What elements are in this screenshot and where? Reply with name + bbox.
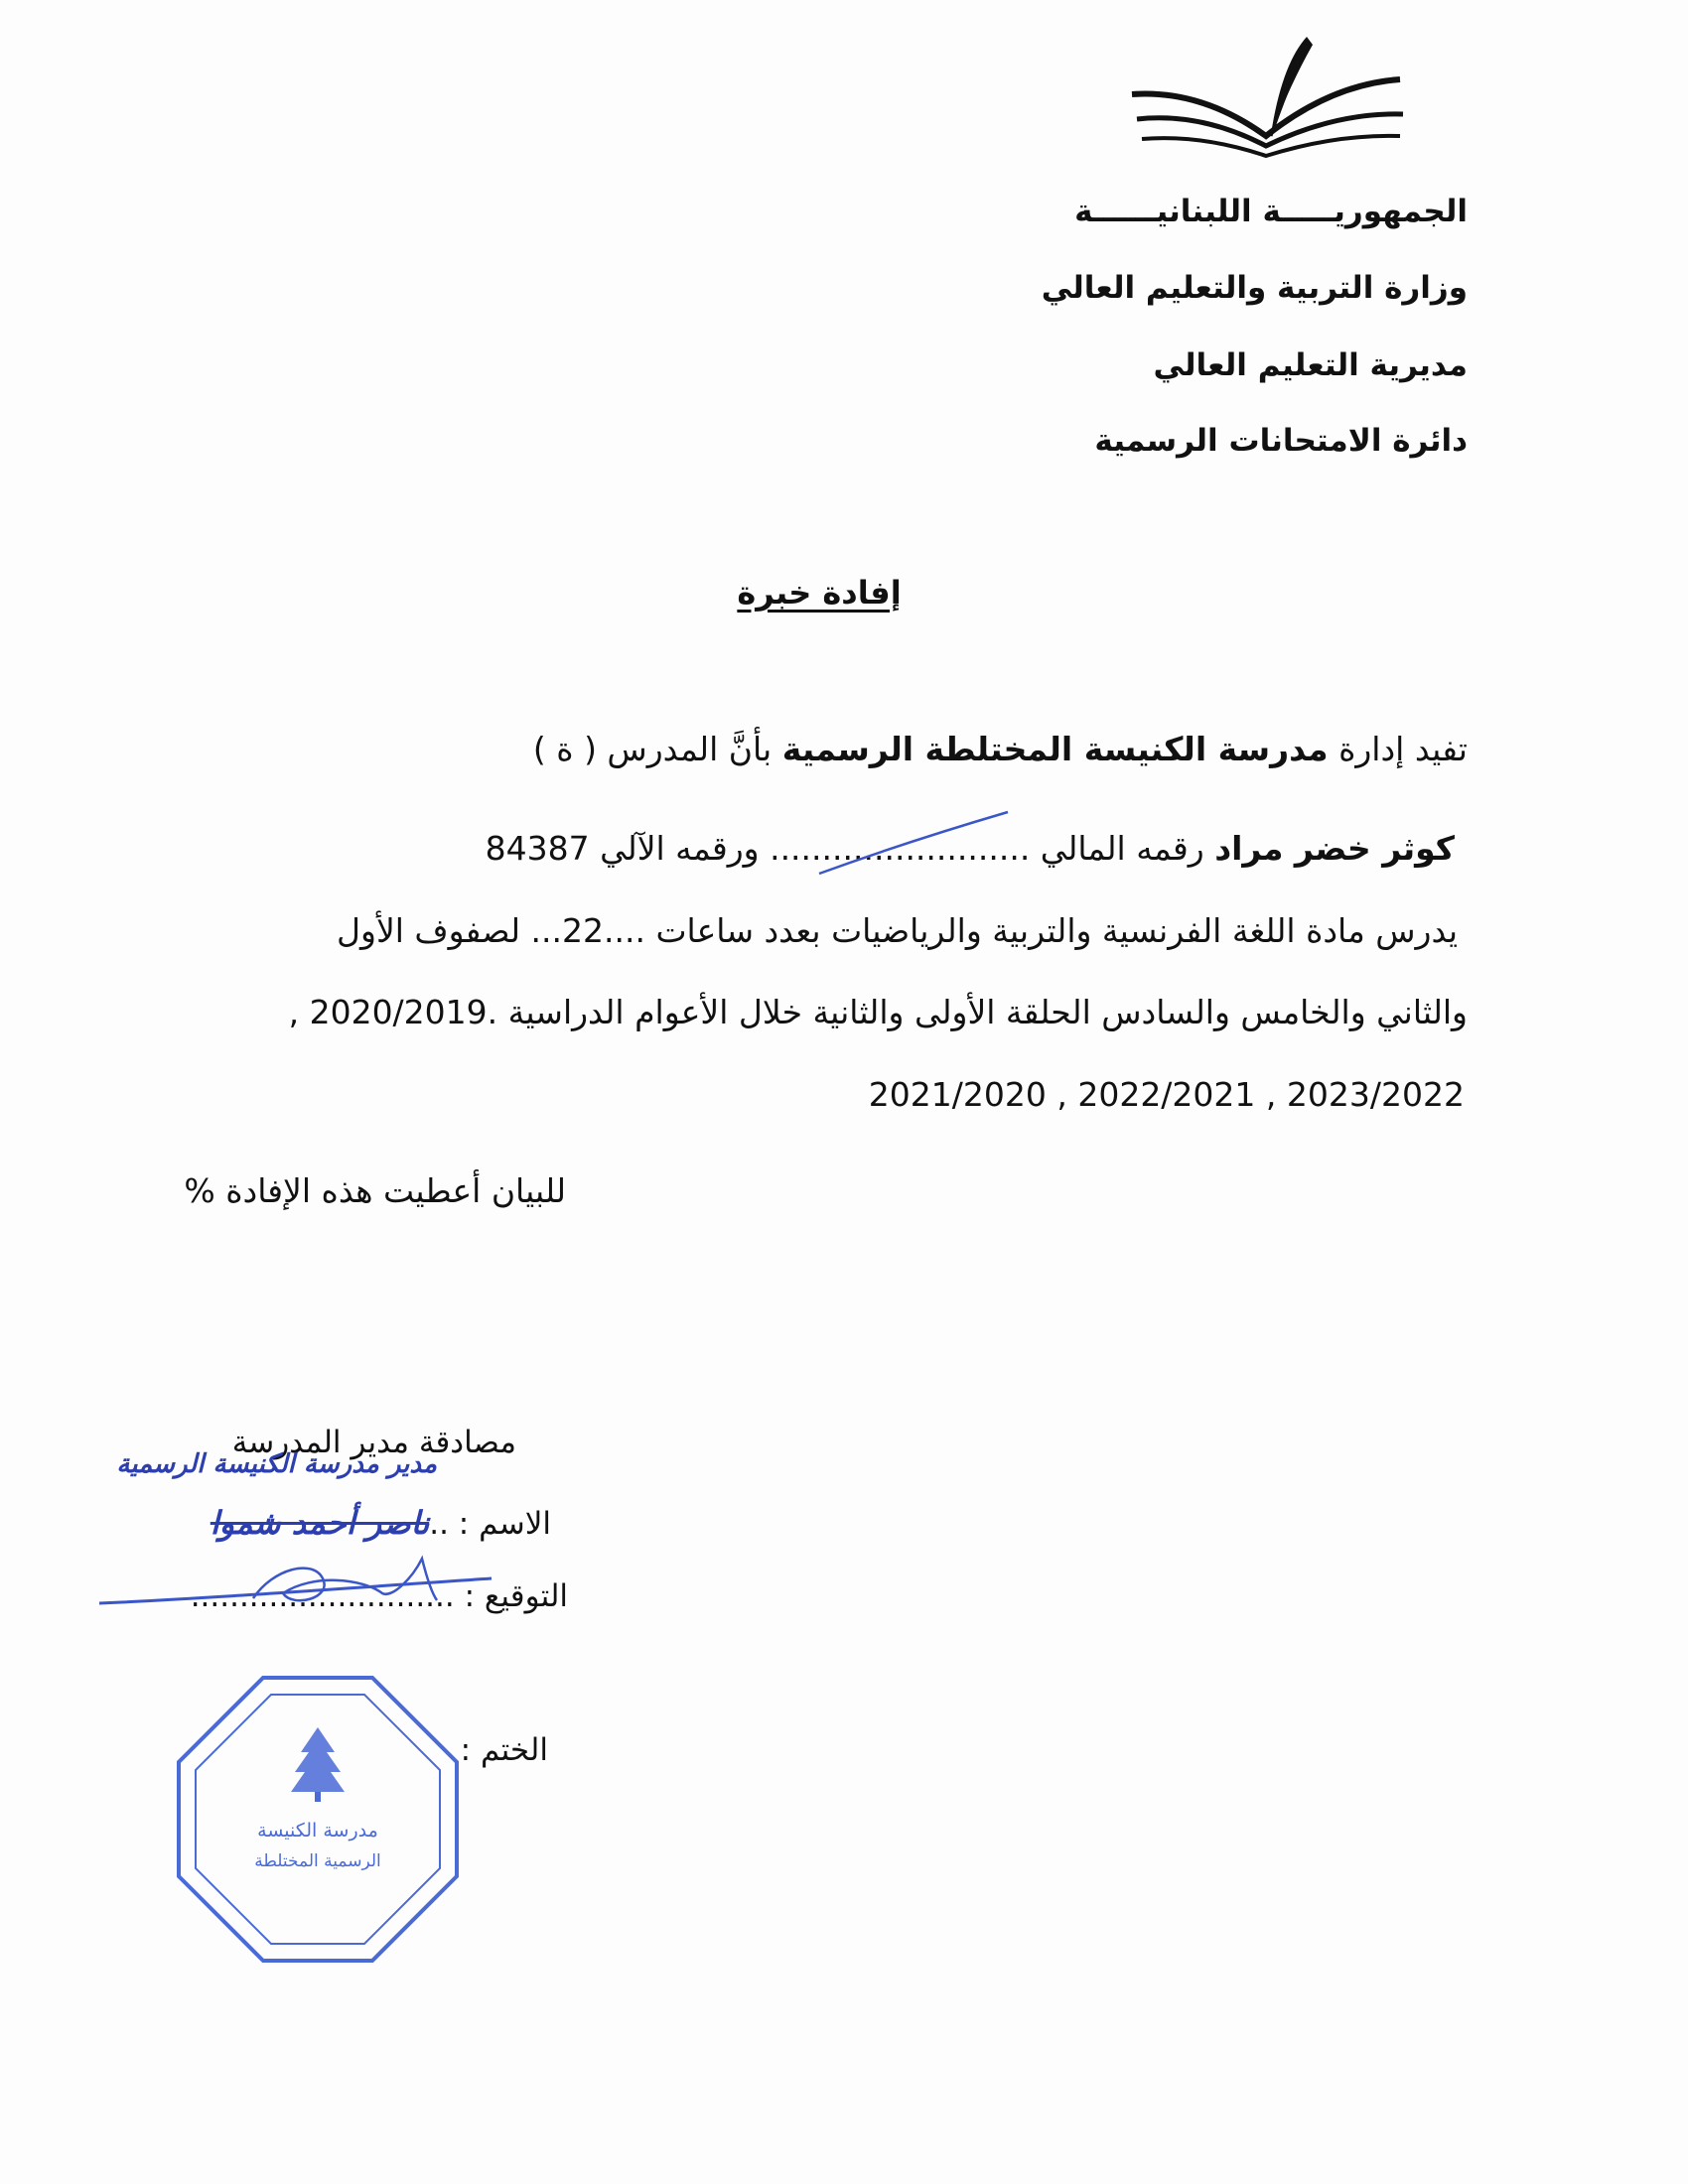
header-ministry: وزارة التربية والتعليم العالي <box>1041 270 1468 306</box>
name-row <box>211 1504 551 1542</box>
header-directorate: مديرية التعليم العالي <box>1153 347 1468 383</box>
document-title: إفادة خبرة <box>737 574 902 612</box>
body-line-1-prefix: تفيد إدارة <box>1328 730 1468 768</box>
body-line-1 <box>533 730 1468 768</box>
header-department: دائرة الامتحانات الرسمية <box>1094 423 1468 459</box>
approval-label: مصادقة مدير المدرسة <box>231 1425 516 1460</box>
closing-line: للبيان أعطيت هذه الإفادة % <box>184 1171 566 1210</box>
body-line-5: 2023/2022 , 2022/2021 , 2021/2020 <box>868 1075 1465 1114</box>
teacher-name: كوثر خضر مراد <box>1214 829 1455 868</box>
seal-inner-line-2: الرسمية المختلطة <box>254 1851 381 1871</box>
director-name: ناصر أحمد شموا <box>210 1504 430 1542</box>
ministry-logo-icon <box>1122 25 1420 169</box>
seal-inner-line-1: مدرسة الكنيسة <box>257 1820 378 1842</box>
body-line-1-suffix: بأنَّ المدرس ( ة ) <box>532 730 782 768</box>
teacher-numbers: رقمه المالي ......................... ورقمه الآلي 84387 <box>485 829 1215 868</box>
seal-label: الختم : <box>460 1732 548 1768</box>
school-name: مدرسة الكنيسة المختلطة الرسمية <box>781 730 1329 768</box>
body-line-4: والثاني والخامس والسادس الحلقة الأولى والثانية خلال الأعوام الدراسية .2020/2019 , <box>288 993 1468 1031</box>
signature-icon <box>94 1539 511 1628</box>
school-seal-icon <box>174 1673 462 1966</box>
body-line-3: يدرس مادة اللغة الفرنسية والتربية والرياضيات بعدد ساعات ....22... لصفوف الأول <box>337 911 1458 950</box>
name-label: الاسم : .. <box>429 1506 551 1542</box>
header-republic: الجمهوريـــــة اللبنانيــــــة <box>1074 194 1468 229</box>
director-stamp-text: مدير مدرسة الكنيسة الرسمية <box>116 1449 437 1479</box>
pen-stroke-icon <box>814 804 1013 884</box>
signature-label: التوقيع : ........................... <box>190 1578 568 1614</box>
